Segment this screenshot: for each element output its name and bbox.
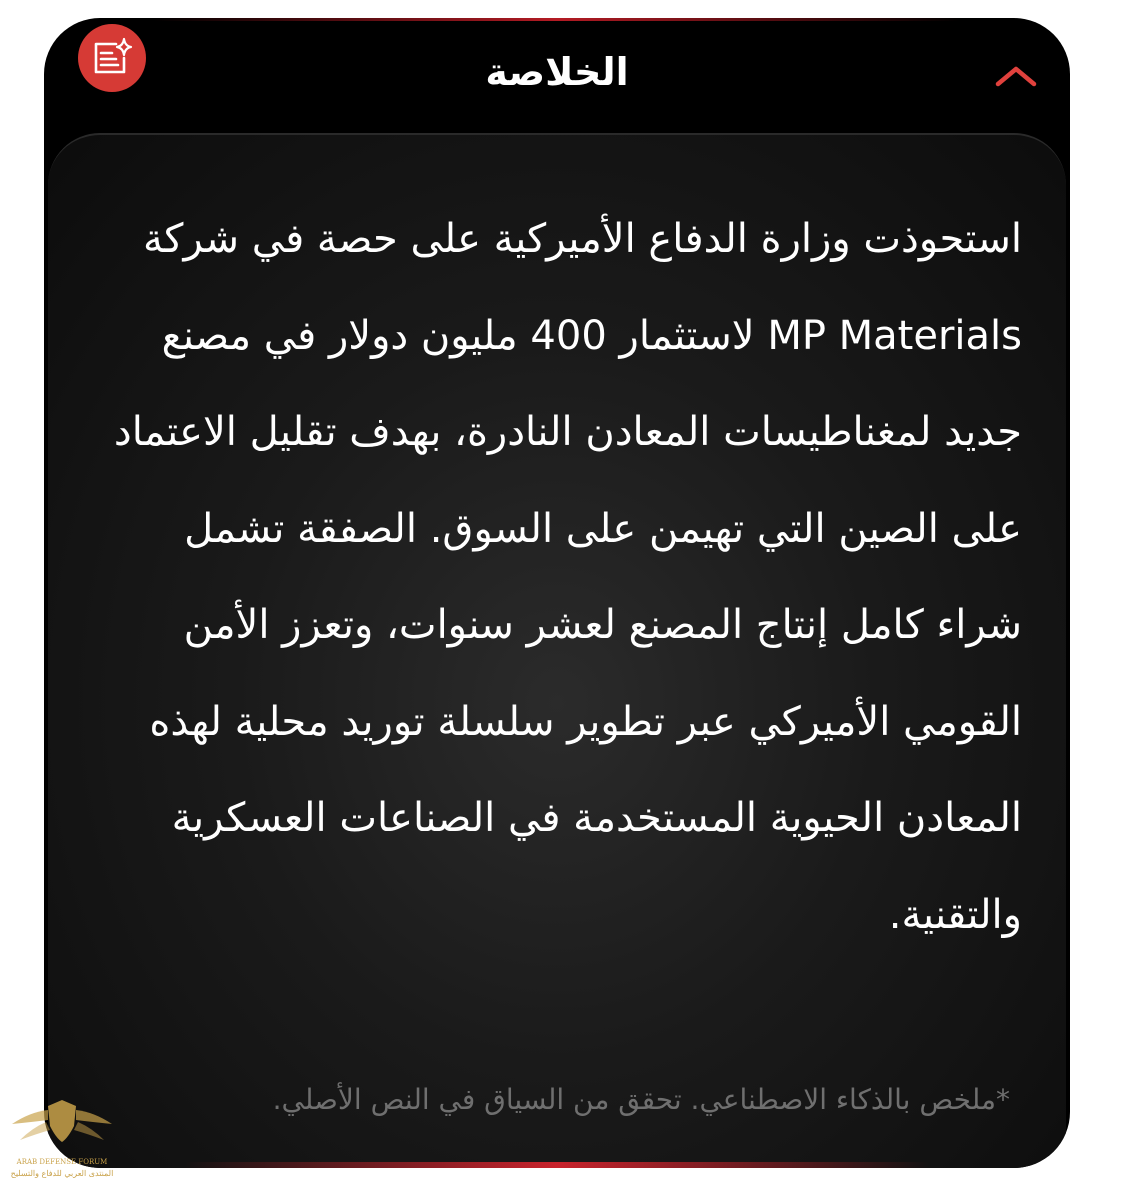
summary-content bbox=[48, 133, 1066, 1168]
chevron-up-icon[interactable] bbox=[994, 64, 1038, 88]
summary-title: الخلاصة bbox=[485, 50, 629, 94]
card-bottom-glow bbox=[184, 1162, 930, 1168]
watermark-line-1: ARAB DEFENSE FORUM bbox=[16, 1158, 108, 1166]
ai-disclaimer: *ملخص بالذكاء الاصطناعي. تحقق من السياق في النص الأصلي. bbox=[272, 1083, 1010, 1116]
summary-card bbox=[44, 18, 1070, 1168]
summary-header[interactable] bbox=[44, 18, 1070, 133]
watermark-line-2: المنتدى العربي للدفاع والتسليح bbox=[10, 1169, 114, 1178]
summary-text: استحوذت وزارة الدفاع الأميركية على حصة في شركة MP Materials لاستثمار 400 مليون دولار في مصنع جديد لمغناطيسات المعادن النادرة، بهدف تقليل الاعتماد على الصين التي تهيمن على السوق. الصفقة تشمل شراء كامل إنتاج المصنع لعشر سنوات، وتعزز الأمن القومي الأميركي عبر تطوير سلسلة توريد محلية لهذه المعادن الحيوية المستخدمة في الصناعات العسكرية والتقنية. bbox=[113, 216, 1022, 938]
